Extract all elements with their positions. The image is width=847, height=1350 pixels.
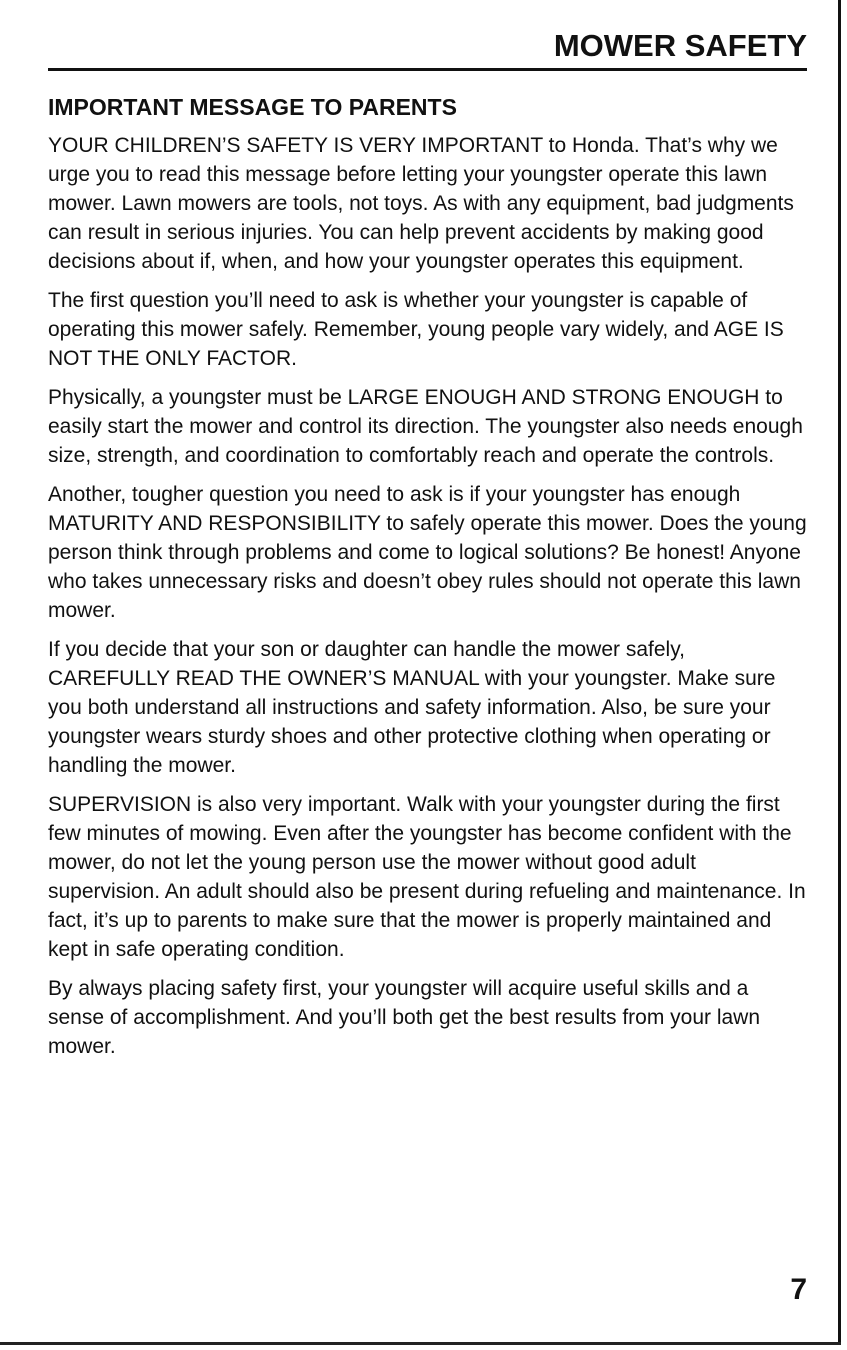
paragraph: The first question you’ll need to ask is whether your youngster is capable of operating this mower safely. Remember, young people vary widely, and AGE IS NOT THE ONLY FACTOR. bbox=[48, 289, 784, 370]
paragraph: If you decide that your son or daughter can handle the mower safely, CAREFULLY READ THE OWNER’S MANUAL with your youngster. Make sure you both understand all instructions and safety information. Also, be sure your youngster wears sturdy shoes and other protective clothing when operating or handling the mower. bbox=[48, 638, 776, 777]
article-body bbox=[48, 92, 810, 1071]
section-title: MOWER SAFETY bbox=[553, 28, 807, 63]
paragraph: By always placing safety first, your youngster will acquire useful skills and a sense of accomplishment. And you’ll both get the best results from your lawn mower. bbox=[48, 977, 761, 1058]
paragraph: Physically, a youngster must be LARGE ENOUGH AND STRONG ENOUGH to easily start the mower and control its direction. The youngster also needs enough size, strength, and coordination to comfortably reach and operate the controls. bbox=[48, 386, 803, 467]
page-number: 7 bbox=[790, 1273, 807, 1306]
page-edge-right bbox=[838, 0, 841, 1345]
paragraph: Another, tougher question you need to ask is if your youngster has enough MATURITY AND RESPONSIBILITY to safely operate this mower. Does the young person think through problems and come to logical solutions? Be honest! Anyone who takes unnecessary risks and doesn’t obey rules should not operate this lawn mower. bbox=[48, 483, 807, 622]
article-heading: IMPORTANT MESSAGE TO PARENTS bbox=[48, 94, 457, 120]
page-edge-bottom bbox=[0, 1342, 841, 1345]
paragraph: YOUR CHILDREN’S SAFETY IS VERY IMPORTANT to Honda. That’s why we urge you to read this message before letting your youngster operate this lawn mower. Lawn mowers are tools, not toys. As with any equipment, bad judgments can result in serious injuries. You can help prevent accidents by making good decisions about if, when, and how your youngster operates this equipment. bbox=[48, 134, 794, 273]
paragraph: SUPERVISION is also very important. Walk with your youngster during the first few minutes of mowing. Even after the youngster has become confident with the mower, do not let the young person use the mower without good adult supervision. An adult should also be present during refueling and maintenance. In fact, it’s up to parents to make sure that the mower is properly maintained and kept in safe operating condition. bbox=[48, 793, 806, 961]
header-rule bbox=[48, 68, 807, 71]
